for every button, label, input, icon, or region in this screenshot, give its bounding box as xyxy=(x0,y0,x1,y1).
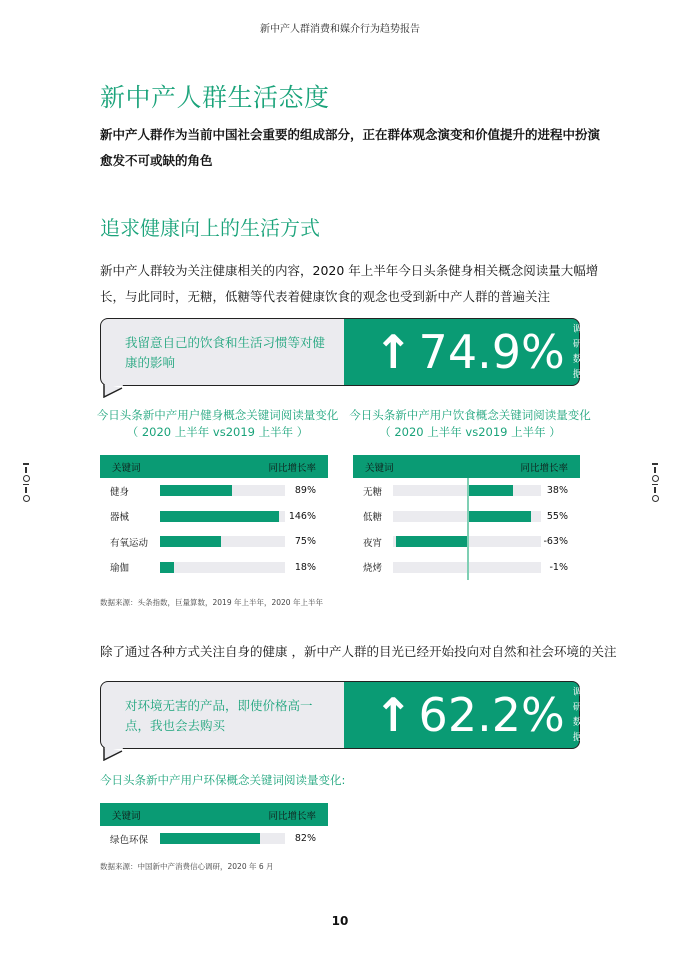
zero-axis-line xyxy=(467,478,469,580)
bar-track xyxy=(160,536,285,547)
quote-bubble xyxy=(100,318,344,386)
bar-fill xyxy=(468,511,531,522)
diet-chart-title: 今日头条新中产用户饮食概念关键词阅读量变化 （ 2020 上半年 vs2019 上半年 ） xyxy=(349,408,591,439)
speech-tail-icon xyxy=(102,384,124,398)
bar-fill xyxy=(160,833,260,844)
section-title: 新中产人群生活态度 xyxy=(100,83,330,112)
environment-paragraph: 除了通过各种方式关注自身的健康 ，新中产人群的目光已经开始投向对自然和社会环境的关注 xyxy=(100,644,617,659)
stat-value: 74.9% xyxy=(418,325,565,379)
stat-panel xyxy=(344,318,583,386)
stat-note: 调研数据 xyxy=(572,687,583,743)
table-row: 瑜伽 18% xyxy=(110,561,316,575)
table-row: 烧烤 -1% xyxy=(363,561,568,575)
page-number: 10 xyxy=(331,914,349,928)
survey-callout-environment xyxy=(100,681,583,749)
page-side-marker-right xyxy=(651,463,659,502)
quote-bubble xyxy=(100,681,344,749)
quote-text: 对环境无害的产品，即使价格高一点，我也会去购买 xyxy=(125,698,313,733)
bar-track xyxy=(160,562,285,573)
fitness-keyword-table xyxy=(100,455,328,580)
eco-chart-title: 今日头条新中产用户环保概念关键词阅读量变化: xyxy=(100,773,346,787)
stat-value: 62.2% xyxy=(418,688,565,742)
fitness-chart-title: 今日头条新中产用户健身概念关键词阅读量变化 （ 2020 上半年 vs2019 上半年 ） xyxy=(96,408,339,439)
bar-fill xyxy=(160,485,232,496)
table-header: 关键词 同比增长率 xyxy=(353,455,580,478)
table-row: 健身 89% xyxy=(110,485,316,498)
bar-fill xyxy=(160,536,221,547)
bar-track xyxy=(160,511,285,522)
table-row: 有氧运动 75% xyxy=(110,536,316,549)
table-header: 关键词 同比增长率 xyxy=(100,455,328,478)
eco-keyword-table xyxy=(100,803,328,852)
stat-panel xyxy=(344,681,583,749)
subsection-paragraph: 新中产人群较为关注健康相关的内容，2020 年上半年今日头条健身相关概念阅读量大幅增长，与此同时，无糖，低糖等代表着健康饮食的观念也受到新中产人群的普遍关注 xyxy=(100,263,599,304)
table-row: 器械 146% xyxy=(110,510,316,524)
speech-tail-icon xyxy=(102,747,124,761)
page-side-marker-left xyxy=(22,463,30,502)
bar-fill xyxy=(468,485,513,496)
bar-fill xyxy=(396,536,469,547)
quote-text: 我留意自己的饮食和生活习惯等对健康的影响 xyxy=(125,335,326,370)
table-row: 绿色环保 82% xyxy=(110,833,316,846)
table-header: 关键词 同比增长率 xyxy=(100,803,328,826)
data-source-note: 数据来源：头条指数，巨量算数，2019 年上半年，2020 年上半年 xyxy=(100,598,323,607)
table-row: 夜宵 -63% xyxy=(363,536,568,549)
stat-note: 调研数据 xyxy=(572,324,583,380)
report-header: 新中产人群消费和媒介行为趋势报告 xyxy=(260,24,420,35)
table-row: 无糖 38% xyxy=(363,485,568,498)
data-source-note: 数据来源：中国新中产消费信心调研，2020 年 6 月 xyxy=(100,862,274,871)
diet-keyword-table xyxy=(353,455,580,580)
subsection-title: 追求健康向上的生活方式 xyxy=(100,216,320,240)
survey-callout-health xyxy=(100,318,583,386)
bar-track xyxy=(160,833,285,844)
bar-fill xyxy=(160,511,279,522)
section-lead: 新中产人群作为当前中国社会重要的组成部分，正在群体观念演变和价值提升的进程中扮演愈发不可或缺的角色 xyxy=(100,127,601,168)
bar-track xyxy=(160,485,285,496)
table-row: 低糖 55% xyxy=(363,510,568,524)
arrow-up-icon: ↑ xyxy=(374,688,413,742)
arrow-up-icon: ↑ xyxy=(374,325,413,379)
bar-fill xyxy=(160,562,174,573)
